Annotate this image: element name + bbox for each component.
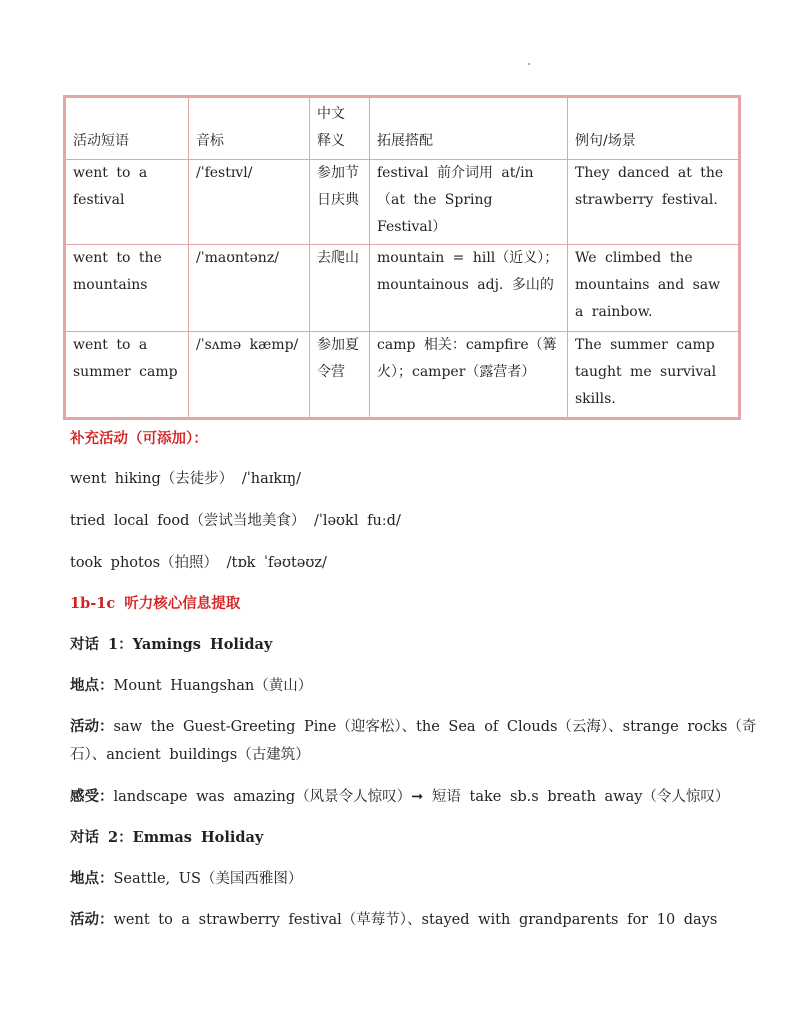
dialog-1-place (70, 674, 312, 695)
place-label: 地点： (70, 870, 114, 887)
dialog-label: 对话 1： (70, 636, 133, 653)
table-cell: /ˈsʌmə kæmp/ (189, 332, 310, 419)
listening-title: 1b-1c 听力核心信息提取 (70, 595, 241, 612)
table-cell: The summer camp taught me survival skills. (568, 332, 740, 419)
supplement-item: took photos（拍照） /tɒk ˈfəʊtəʊz/ (70, 555, 327, 571)
table-cell: went to a festival (65, 160, 189, 245)
table-cell: festival 前介词用 at/in（at the Spring Festival） (370, 160, 568, 245)
dialog-2-place (70, 867, 302, 888)
activity-label: 活动： (70, 911, 114, 928)
place-label: 地点： (70, 677, 114, 694)
table-cell: 参加节日庆典 (310, 160, 370, 245)
table-cell: camp 相关：campfire（篝火）；camper（露营者） (370, 332, 568, 419)
activity-value: went to a strawberry festival（草莓节）、stayed with grandparents for 10 days (113, 912, 718, 928)
dialog-2-heading (70, 826, 263, 847)
table-cell: /ˈfestɪvl/ (189, 160, 310, 245)
table-row (65, 332, 740, 419)
header-cell: 拓展搭配 (370, 97, 568, 160)
table-cell: 参加夏令营 (310, 332, 370, 419)
table-cell: 去爬山 (310, 245, 370, 332)
vocabulary-table (63, 95, 741, 420)
supplement-title: 补充活动（可添加）： (70, 430, 208, 447)
dialog-name: Emmas Holiday (132, 829, 264, 846)
supplement-item: went hiking（去徒步） /ˈhaɪkɪŋ/ (70, 471, 302, 487)
dialog-name: Yamings Holiday (132, 636, 273, 653)
activity-label: 活动： (70, 718, 114, 735)
feeling-label: 感受： (70, 788, 114, 805)
place-value: Seattle, US（美国西雅图） (113, 871, 303, 887)
dialog-1-activity (70, 715, 756, 736)
place-value: Mount Huangshan（黄山） (113, 678, 313, 694)
table-cell: went to a summer camp (65, 332, 189, 419)
table-cell: /ˈmaʊntənz/ (189, 245, 310, 332)
dialog-1-heading (70, 633, 272, 654)
table-cell: mountain = hill（近义）；mountainous adj. 多山的 (370, 245, 568, 332)
dialog-1-activity-continued: 石）、ancient buildings（古建筑） (70, 747, 310, 763)
page-dot (528, 63, 530, 65)
dialog-label: 对话 2： (70, 829, 133, 846)
header-cell: 中文 释义 (310, 97, 370, 160)
dialog-2-activity (70, 908, 717, 929)
feeling-value: landscape was amazing（风景令人惊叹）➞ 短语 take sb.s breath away（令人惊叹） (113, 789, 730, 805)
activity-value: saw the Guest-Greeting Pine（迎客松）、the Sea of Clouds（云海）、strange rocks（奇 (113, 719, 757, 735)
dialog-1-feeling (70, 785, 729, 806)
header-cell: 例句/场景 (568, 97, 740, 160)
table-row (65, 245, 740, 332)
header-cell: 音标 (189, 97, 310, 160)
table-cell: went to the mountains (65, 245, 189, 332)
table-cell: We climbed the mountains and saw a rainbow. (568, 245, 740, 332)
header-cell: 活动短语 (65, 97, 189, 160)
table-header-row (65, 97, 740, 160)
supplement-item: tried local food（尝试当地美食） /ˈləʊkl fuːd/ (70, 513, 401, 529)
table-cell: They danced at the strawberry festival. (568, 160, 740, 245)
table-row (65, 160, 740, 245)
